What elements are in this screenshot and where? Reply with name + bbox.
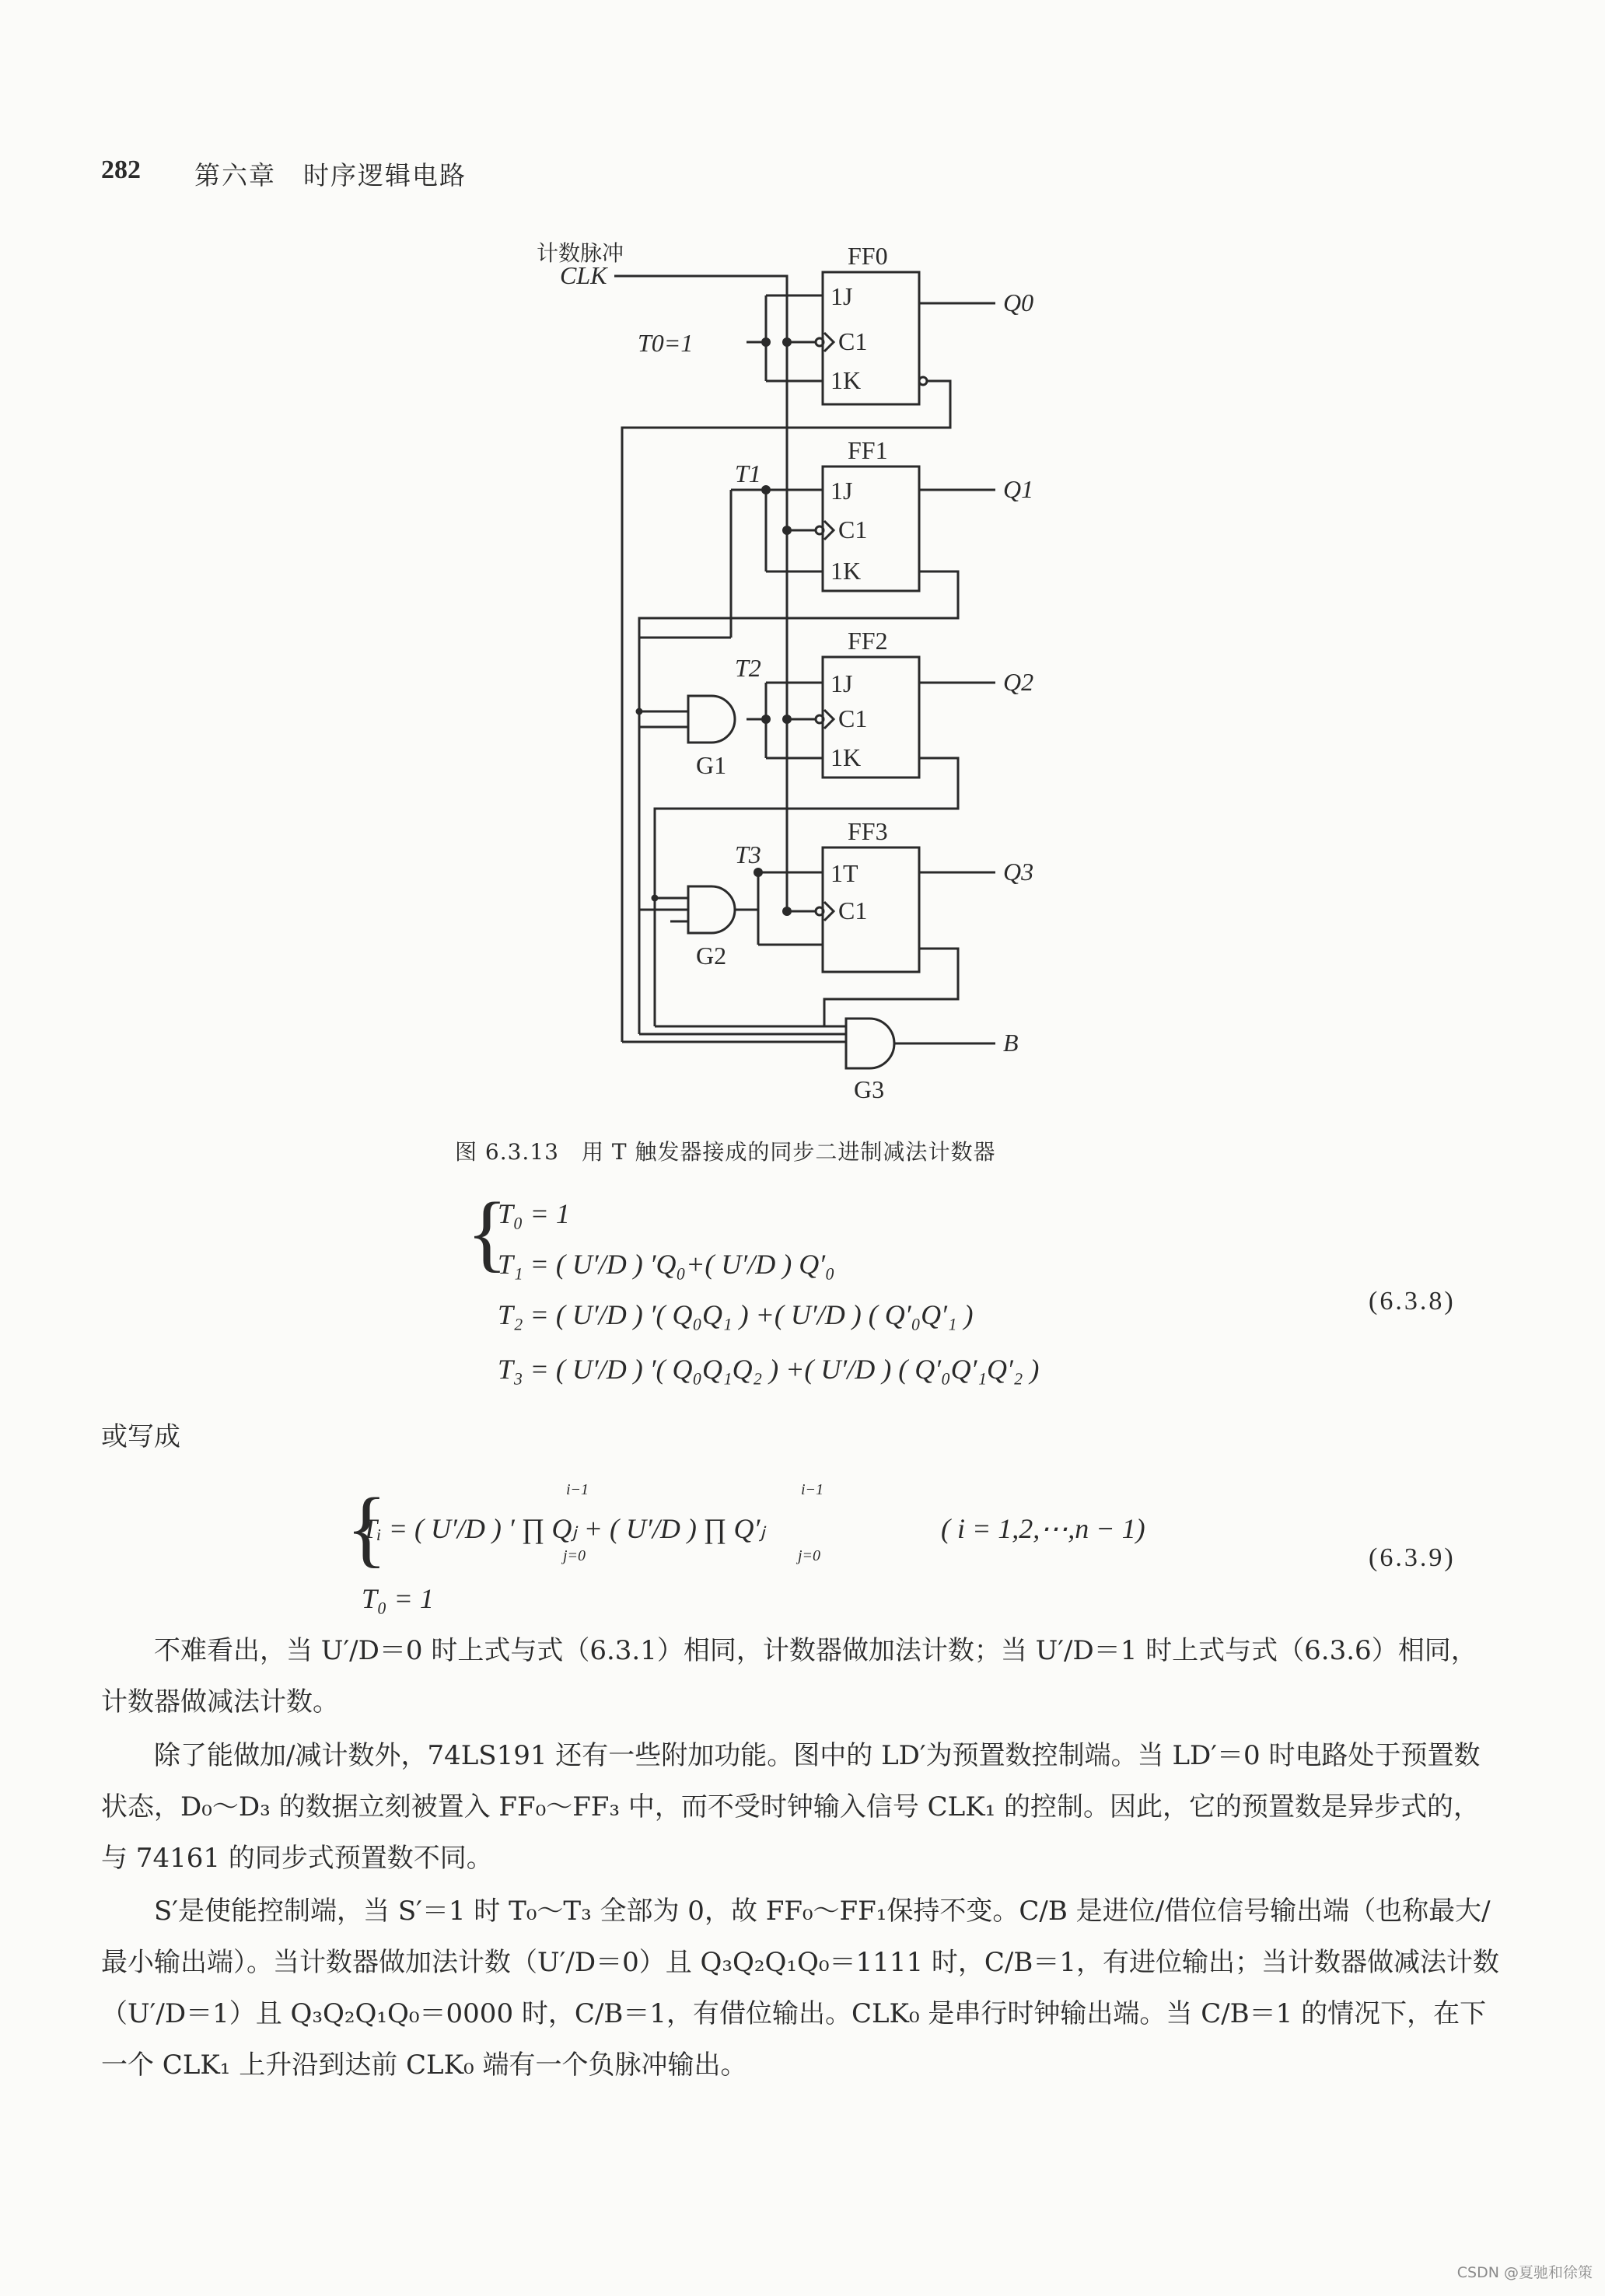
pin-1k-ff0: 1K: [830, 366, 862, 394]
pin-1j-ff1: 1J: [830, 477, 853, 505]
output-q1: Q1: [1003, 475, 1034, 503]
pin-1t-ff3: 1T: [830, 859, 858, 887]
eq-638-line-3: T₃ = ( U′/D ) ′( Q₀Q₁Q₂ ) +( U′/D ) ( Q′₀Q′₁Q′₂ ): [498, 1354, 1040, 1385]
eq-638-line-1: T₁ = ( U′/D ) ′Q₀+( U′/D ) Q′₀: [498, 1249, 835, 1280]
eq-638-line-2: T₂ = ( U′/D ) ′( Q₀Q₁ ) +( U′/D ) ( Q′₀Q′₁ ): [498, 1299, 974, 1330]
pin-1k-ff2: 1K: [830, 743, 862, 771]
eq-639-line-1: Tᵢ = ( U′/D ) ′ ∏ Qⱼ + ( U′/D ) ∏ Q′ⱼ: [362, 1513, 765, 1544]
pin-1k-ff1: 1K: [830, 557, 862, 585]
paragraph-2: 除了能做加/减计数外，74LS191 还有一些附加功能。图中的 LD′为预置数控制端。当 LD′＝0 时电路处于预置数状态，D₀～D₃ 的数据立刻被置入 FF₀～FF₃ 中，而不受时钟输入信号 CLK₁ 的控制。因此，它的预置数是异步式的，与 74161 的同步式预置数不同。: [101, 1740, 1481, 1874]
eq-639-lower-2: j=0: [798, 1547, 821, 1564]
circuit-diagram: [529, 225, 1073, 1120]
eq-639-upper-1: i−1: [566, 1481, 589, 1498]
paragraph-3: S′是使能控制端，当 S′＝1 时 T₀～T₃ 全部为 0，故 FF₀～FF₁保持不变。C/B 是进位/借位信号输出端（也称最大/最小输出端）。当计数器做加法计数（U′/D＝0）且 Q₃Q₂Q₁Q₀＝1111 时，C/B＝1，有进位输出；当计数器做减法计数（U′/D＝1）且 Q₃Q₂Q₁Q₀＝0000 时，C/B＝1，有借位输出。CLK₀ 是串行时钟输出端。当 C/B＝1 的情况下，在下一个 CLK₁ 上升沿到达前 CLK₀ 端有一个负脉冲输出。: [101, 1896, 1499, 2081]
eq-639-line-2: T₀ = 1: [362, 1583, 434, 1614]
gate-g2-label: G2: [696, 942, 727, 970]
brace-638: {: [467, 1185, 508, 1280]
ff-label-2: FF2: [848, 627, 888, 655]
page-number: 282: [101, 156, 141, 184]
output-q0: Q0: [1003, 288, 1034, 316]
t-label-0: T0=1: [638, 329, 694, 357]
pin-c1-ff0: C1: [838, 327, 868, 355]
pin-1j-ff2: 1J: [830, 669, 853, 697]
input-label-cn: 计数脉冲: [537, 240, 624, 266]
chapter-title: 第六章 时序逻辑电路: [194, 160, 467, 190]
eq-639-lower-1: j=0: [563, 1547, 586, 1564]
gate-g1-label: G1: [696, 751, 727, 779]
eq-638-number: (6.3.8): [1369, 1287, 1456, 1316]
eq-639-upper-2: i−1: [801, 1481, 824, 1498]
ff-label-3: FF3: [848, 817, 888, 845]
watermark: CSDN @夏驰和徐策: [1456, 2264, 1593, 2281]
t-label-3: T3: [735, 840, 761, 868]
paragraph-1: 不难看出，当 U′/D＝0 时上式与式（6.3.1）相同，计数器做加法计数；当 U′/D＝1 时上式与式（6.3.6）相同，计数器做减法计数。: [101, 1635, 1477, 1718]
pin-c1-ff3: C1: [838, 896, 868, 924]
or-text: 或写成: [101, 1421, 180, 1452]
eq-638-line-0: T₀ = 1: [498, 1198, 570, 1229]
t-label-1: T1: [735, 460, 761, 488]
output-q2: Q2: [1003, 668, 1034, 696]
gate-g3-label: G3: [854, 1075, 885, 1103]
t-label-2: T2: [735, 654, 761, 682]
output-q3: Q3: [1003, 858, 1034, 886]
brace-639: {: [346, 1480, 387, 1575]
eq-639-number: (6.3.9): [1369, 1543, 1456, 1572]
ff-label-1: FF1: [848, 436, 888, 464]
figure-caption: 图 6.3.13 用 T 触发器接成的同步二进制减法计数器: [455, 1139, 996, 1165]
ff-label-0: FF0: [848, 242, 888, 270]
pin-1j-ff0: 1J: [830, 282, 853, 310]
input-label-clk: CLK: [560, 261, 607, 289]
eq-639-condition: ( i = 1,2,⋯,n − 1): [941, 1513, 1145, 1544]
pin-c1-ff2: C1: [838, 704, 868, 732]
output-b: B: [1003, 1029, 1019, 1057]
pin-c1-ff1: C1: [838, 515, 868, 543]
